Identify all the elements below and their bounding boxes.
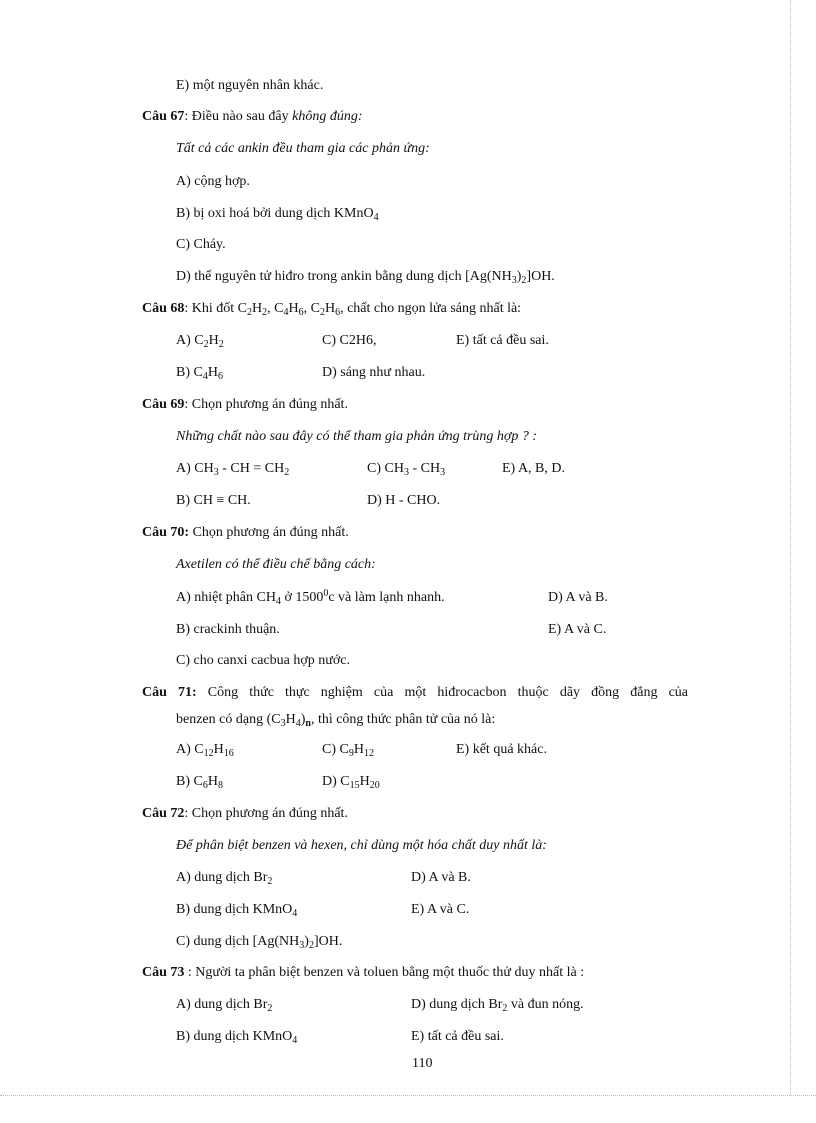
answer-b: B) $C_6H_8$ (176, 774, 223, 791)
question-68: Câu 68: Khi đốt $C_2H_2$, $C_4H_6$, $C_2H_6$, chất cho ngọn lửa sáng nhất là: (142, 301, 522, 318)
answer-d: D) $C_{15}H_{20}$ (322, 774, 380, 791)
question-71: Câu 71: Công thức thực nghiệm của một hiđrocacbon thuộc dãy đồng đẳng của (142, 685, 688, 700)
question-70: Câu 70: Chọn phương án đúng nhất. (142, 525, 349, 540)
question-stem: : Điều nào sau đây (184, 109, 293, 124)
answer-d: D) dung dịch $Br_2$ và đun nóng. (411, 997, 584, 1014)
question-subprompt: Axetilen có thể điều chế bằng cách: (176, 557, 376, 572)
answer-d: D) thế nguyên tử hiđro trong ankin bằng dung dịch $[Ag(NH_3)_2]OH$. (176, 269, 555, 286)
question-label: Câu 73 (142, 965, 185, 980)
answer-d: D) sáng như nhau. (322, 365, 426, 380)
answer-c: C) Cháy. (176, 237, 226, 252)
answer-e: E) A, B, D. (502, 461, 565, 476)
answer-c: C) $C_9H_{12}$ (322, 742, 374, 759)
page-number: 110 (412, 1056, 433, 1071)
answer-e: E) một nguyên nhân khác. (176, 78, 324, 93)
answer-a: A) dung dịch $Br_2$ (176, 870, 273, 887)
answer-a: A) $C_2H_2$ (176, 333, 224, 350)
question-67 (142, 108, 363, 126)
answer-c: C) $CH_3 - CH_3$ (367, 461, 446, 478)
question-subprompt: Để phân biệt benzen và hexen, chỉ dùng một hóa chất duy nhất là: (176, 838, 547, 853)
question-69: Câu 69: Chọn phương án đúng nhất. (142, 397, 348, 412)
question-stem-emphasis: không đúng: (292, 109, 363, 124)
question-label: Câu 71: (142, 685, 197, 700)
answer-e: E) tất cả đều sai. (456, 333, 549, 348)
answer-d: D) A và B. (411, 870, 471, 885)
answer-b: B) crackinh thuận. (176, 622, 280, 637)
answer-d: D) A và B. (548, 590, 608, 605)
question-72: Câu 72: Chọn phương án đúng nhất. (142, 806, 348, 821)
answer-b: B) $C_4H_6$ (176, 365, 223, 382)
answer-a: A) $CH_3$ - CH = $CH_2$ (176, 461, 290, 478)
answer-b: B) CH ≡ CH. (176, 493, 251, 508)
answer-c: C) cho canxi cacbua hợp nước. (176, 653, 350, 668)
answer-e: E) A và C. (548, 622, 607, 637)
answer-a: A) dung dịch $Br_2$ (176, 997, 273, 1014)
question-subprompt: Tất cả các ankin đều tham gia các phản ứng: (176, 141, 430, 156)
answer-e: E) tất cả đều sai. (411, 1029, 504, 1044)
answer-a: A) nhiệt phân $CH_4$ ở 1500$^0$c và làm lạnh nhanh. (176, 588, 445, 607)
answer-e: E) kết quả khác. (456, 742, 547, 757)
answer-e: E) A và C. (411, 902, 470, 917)
question-73: Câu 73 : Người ta phân biệt benzen và toluen bằng một thuốc thử duy nhất là : (142, 965, 585, 980)
question-label: Câu 70: (142, 525, 190, 540)
question-subprompt: Những chất nào sau đây có thể tham gia phản ứng trùng hợp ? : (176, 429, 538, 444)
answer-b: B) dung dịch KMnO$_4$ (176, 902, 298, 919)
question-label: Câu 69 (142, 397, 185, 412)
answer-c: C) C2H6, (322, 333, 377, 348)
question-label: Câu 72 (142, 806, 185, 821)
question-label: Câu 67 (142, 109, 185, 124)
question-label: Câu 68 (142, 301, 185, 316)
answer-b: B) dung dịch KMnO$_4$ (176, 1029, 298, 1046)
question-stem-continued: benzen có dạng $(C_3H_4)_n$, thì công thức phân tử của nó là: (176, 712, 496, 729)
answer-a: A) $C_{12}H_{16}$ (176, 742, 234, 759)
answer-a: A) cộng hợp. (176, 174, 250, 189)
answer-b: B) bị oxi hoá bởi dung dịch KMnO$_4$ (176, 206, 379, 223)
page-frame-tick (790, 0, 792, 1095)
answer-c: C) dung dịch $[Ag(NH_3)_2]OH$. (176, 934, 343, 951)
page-bottom-rule (0, 1095, 816, 1096)
answer-d: D) H - CHO. (367, 493, 441, 508)
